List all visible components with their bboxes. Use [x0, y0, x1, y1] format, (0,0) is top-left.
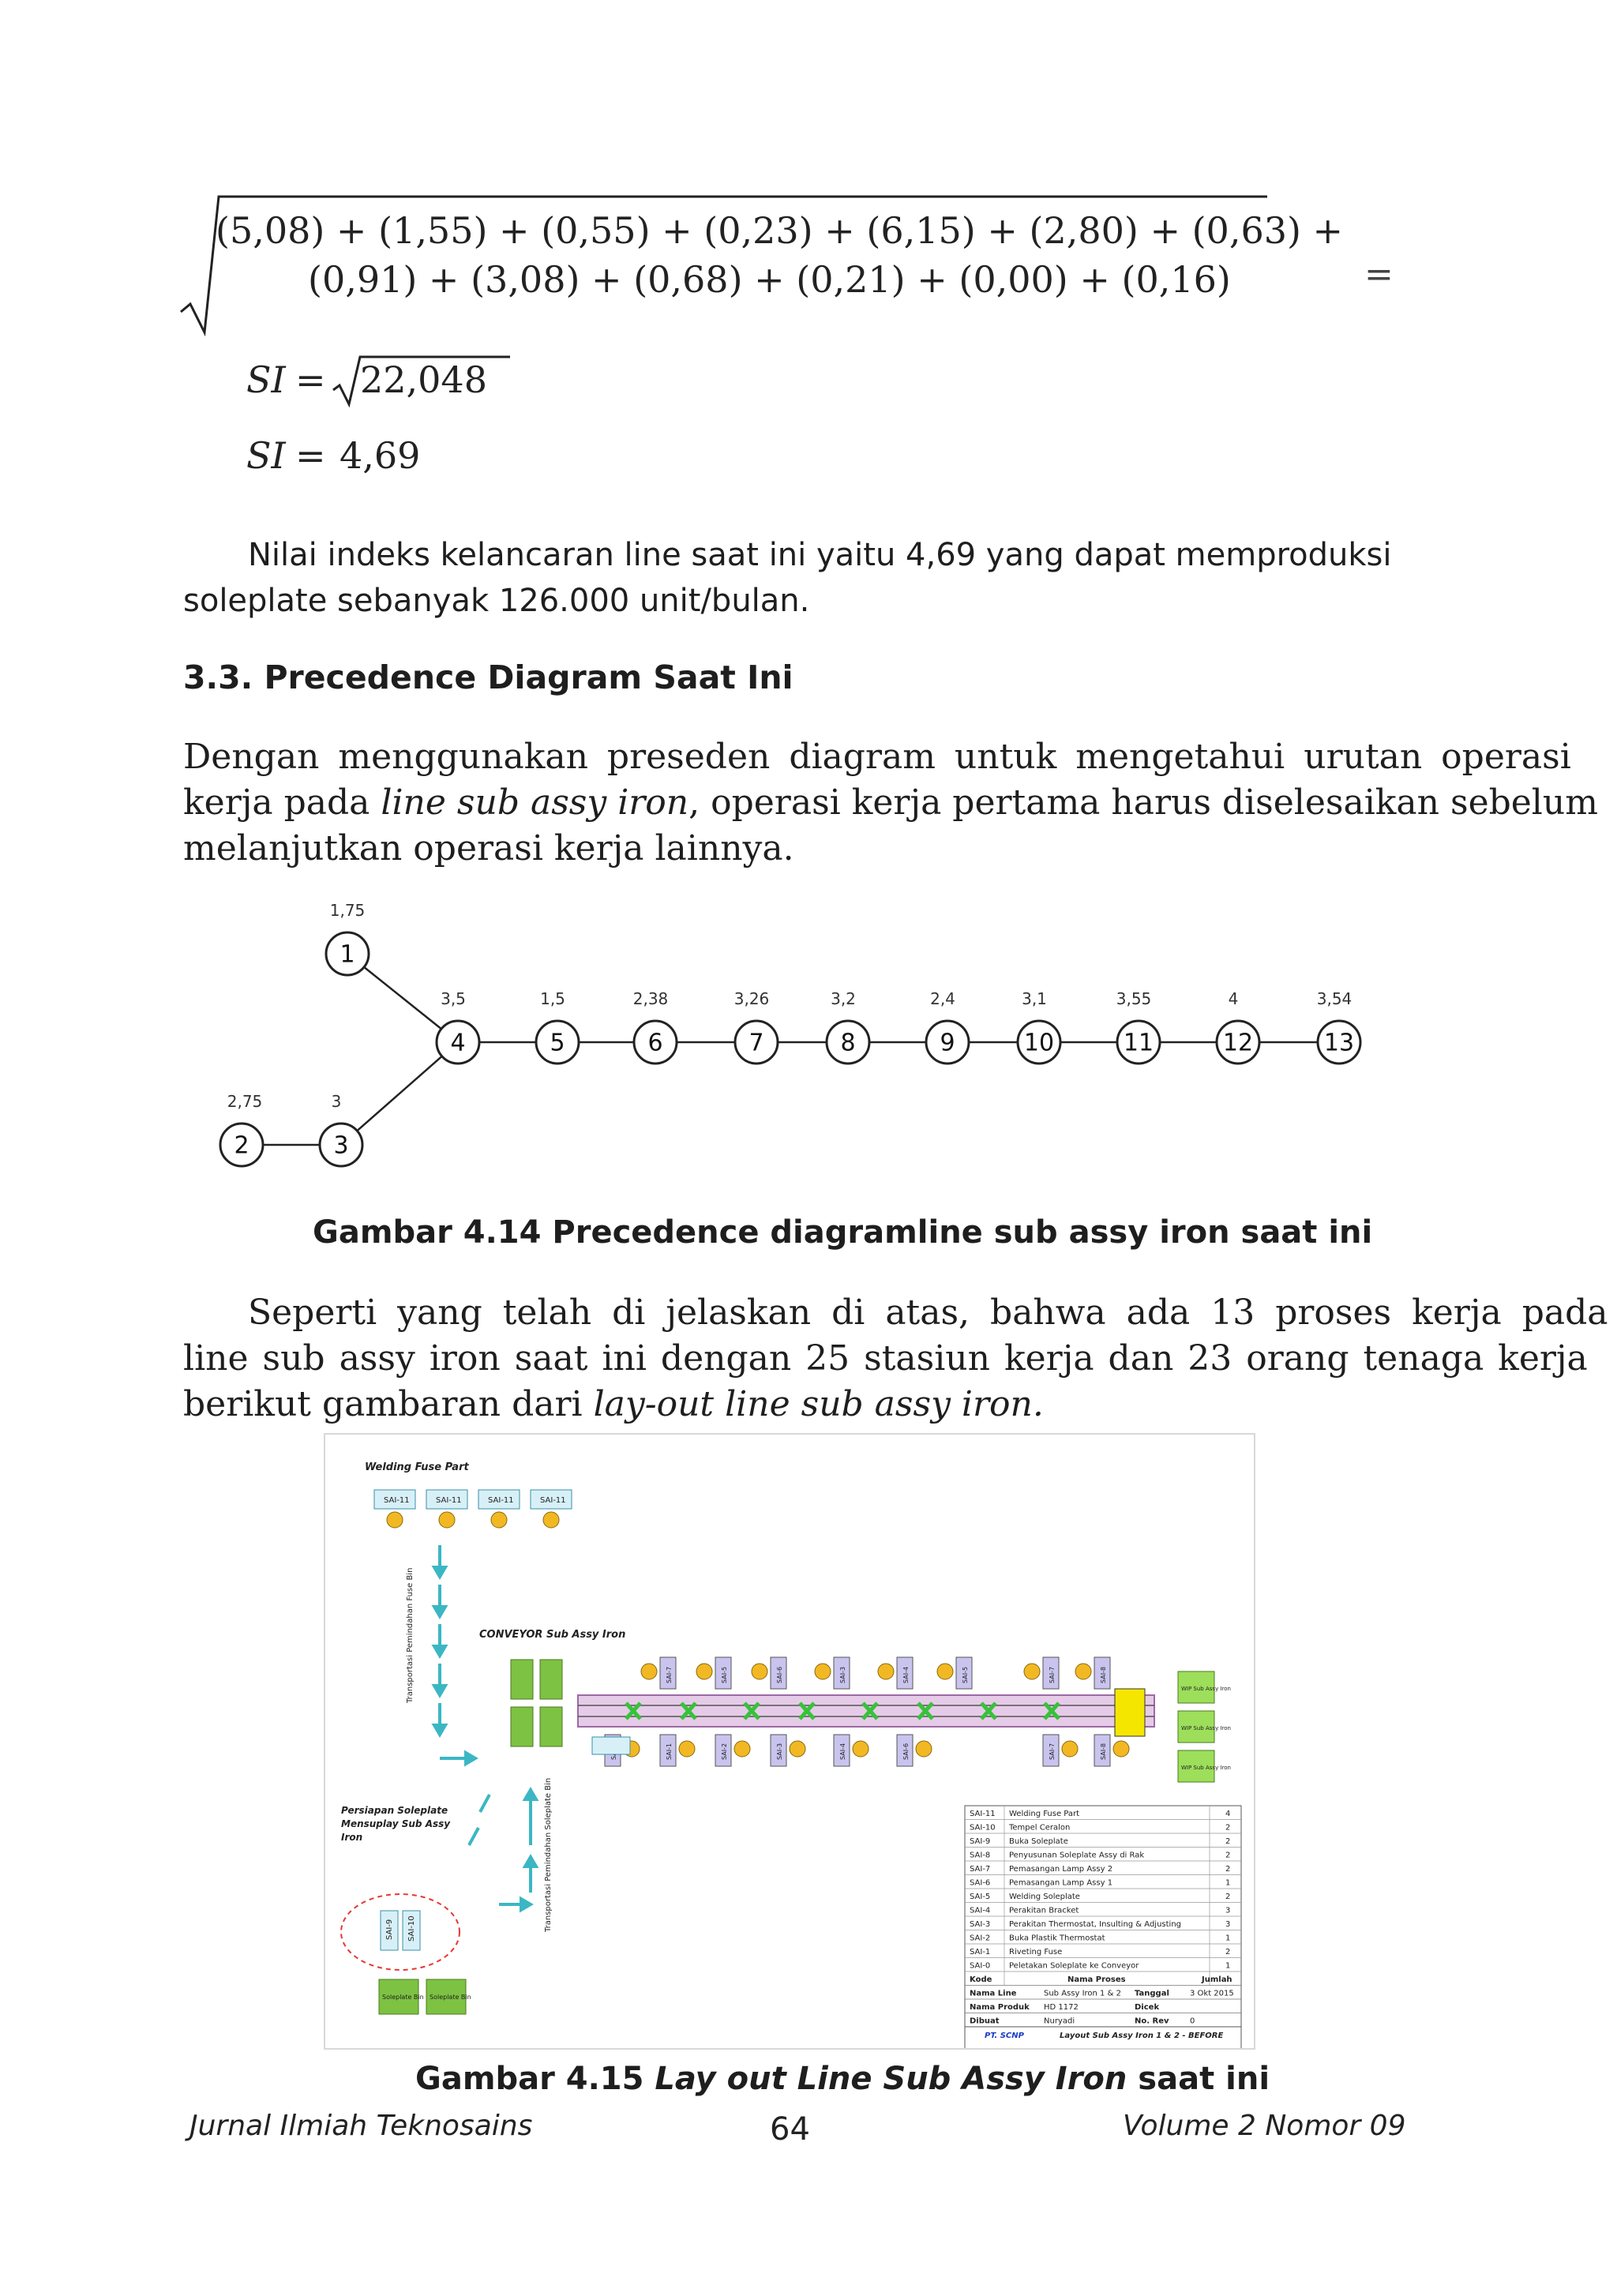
- welding-station-label: SAI-11: [540, 1496, 566, 1505]
- table-name: Perakitan Bracket: [1009, 1906, 1079, 1915]
- table-name: Tempel Ceralon: [1009, 1823, 1071, 1833]
- top-station-label: SAI-8: [1100, 1666, 1107, 1683]
- sai-0-box: [592, 1737, 630, 1754]
- node-9-label: 9: [940, 1029, 955, 1057]
- node-6-time: 2,38: [632, 989, 669, 1008]
- table-header-jumlah: Jumlah: [1202, 1975, 1232, 1984]
- table-name: Welding Soleplate: [1009, 1893, 1080, 1901]
- footer-page-number: 64: [770, 2111, 810, 2148]
- footer-volume: Volume 2 Nomor 09: [1123, 2110, 1406, 2142]
- operator-icon: [734, 1741, 750, 1757]
- operator-icon: [853, 1741, 869, 1757]
- sai-9-10-area: [341, 1894, 460, 1970]
- table-qty: 1: [1225, 1934, 1231, 1943]
- table-name: Buka Soleplate: [1009, 1837, 1068, 1846]
- formula-row-1: (5,08) + (1,55) + (0,55) + (0,23) + (6,15) + (2,80) + (0,63) +: [216, 209, 1344, 252]
- node-13: [1318, 1021, 1360, 1064]
- paragraph-1: [183, 532, 1391, 624]
- paragraph-3-line-1: Seperti yang telah di jelaskan di atas, bahwa ada 13 proses kerja pada: [248, 1292, 1608, 1333]
- paragraph-3-line-3-italic: lay-out line sub assy iron.: [593, 1384, 1044, 1424]
- operator-icon: [543, 1512, 559, 1528]
- persiapan-title-2: Mensuplay Sub Assy: [341, 1818, 451, 1829]
- top-station-label: SAI-5: [962, 1666, 969, 1683]
- bottom-station-label: SAI-4: [839, 1743, 846, 1760]
- table-qty: 2: [1225, 1948, 1231, 1956]
- paragraph-2: [183, 734, 1598, 872]
- node-7: [735, 1021, 778, 1064]
- table-code: SAI-4: [970, 1906, 991, 1915]
- table-name: Perakitan Thermostat, Insulting & Adjusting: [1009, 1920, 1182, 1929]
- wip-label: WIP Sub Assy Iron: [1181, 1725, 1231, 1731]
- table-qty: 2: [1225, 1865, 1231, 1874]
- edge-3-4: [357, 1056, 441, 1131]
- paragraph-2-line-2: [183, 780, 1598, 826]
- soleplate-transport-arrows: [469, 1790, 536, 1910]
- info-value: 0: [1190, 2017, 1195, 2026]
- node-3-time: 3: [331, 1092, 342, 1111]
- si-label: SI: [246, 358, 286, 401]
- table-qty: 3: [1225, 1906, 1231, 1915]
- node-7-label: 7: [748, 1029, 764, 1057]
- node-8-label: 8: [840, 1029, 856, 1057]
- operator-icon: [387, 1512, 403, 1528]
- paragraph-2-line-1: Dengan menggunakan preseden diagram untuk mengetahui urutan operasi: [183, 737, 1571, 777]
- green-bins: [511, 1660, 562, 1746]
- node-6-label: 6: [647, 1029, 663, 1057]
- paragraph-1-line-2: soleplate sebanyak 126.000 unit/bulan.: [183, 583, 810, 619]
- top-station-label: SAI-3: [839, 1666, 846, 1683]
- wip-label: WIP Sub Assy Iron: [1181, 1765, 1231, 1771]
- bottom-station-label: SAI-2: [721, 1743, 728, 1760]
- node-7-time: 3,26: [733, 989, 770, 1008]
- paragraph-1-line-1: Nilai indeks kelancaran line saat ini yaitu 4,69 yang dapat memproduksi: [248, 537, 1392, 573]
- welding-station-label: SAI-11: [488, 1496, 514, 1505]
- bottom-station-label: SAI-6: [902, 1743, 910, 1760]
- table-code: SAI-0: [970, 1961, 991, 1971]
- layout-figure: [324, 1433, 1255, 2050]
- layout-drawing: [325, 1435, 1254, 2048]
- top-stations: [641, 1657, 1110, 1689]
- table-name: Peletakan Soleplate ke Conveyor: [1009, 1961, 1139, 1971]
- node-10-label: 10: [1023, 1029, 1055, 1057]
- info-label: Dicek: [1135, 2003, 1160, 2012]
- node-4-label: 4: [450, 1029, 466, 1057]
- bottom-station-label: SAI-3: [776, 1743, 783, 1760]
- table-name: Buka Plastik Thermostat: [1009, 1934, 1105, 1943]
- info-label: Nama Produk: [970, 2003, 1030, 2012]
- node-12-label: 12: [1222, 1029, 1254, 1057]
- top-station-label: SAI-6: [776, 1666, 783, 1683]
- section-heading: 3.3. Precedence Diagram Saat Ini: [183, 658, 793, 696]
- top-station-label: SAI-4: [902, 1666, 910, 1683]
- table-code: SAI-5: [970, 1893, 991, 1901]
- doc-title: Layout Sub Assy Iron 1 & 2 - BEFORE: [1060, 2032, 1224, 2040]
- node-5-label: 5: [550, 1029, 565, 1057]
- top-station-label: SAI-7: [666, 1666, 673, 1683]
- si-radicand: 22,048: [360, 358, 487, 401]
- node-2-time: 2,75: [227, 1092, 263, 1111]
- table-name: Pemasangan Lamp Assy 1: [1009, 1878, 1113, 1888]
- node-11: [1117, 1021, 1160, 1064]
- paragraph-2-line-2a: kerja pada: [183, 782, 381, 823]
- table-name: Penyusunan Soleplate Assy di Rak: [1009, 1851, 1145, 1860]
- operator-icon: [937, 1664, 953, 1679]
- node-3: [320, 1124, 362, 1166]
- node-3-label: 3: [333, 1131, 349, 1160]
- table-qty: 4: [1225, 1810, 1231, 1818]
- formula-block: [178, 193, 1401, 343]
- table-code: SAI-3: [970, 1920, 991, 1929]
- operator-icon: [790, 1741, 805, 1757]
- bottom-station-label: SAI-8: [1100, 1743, 1107, 1760]
- table-code: SAI-9: [970, 1837, 991, 1846]
- info-label: No. Rev: [1135, 2017, 1169, 2026]
- operator-icon: [491, 1512, 507, 1528]
- wip-area: [1178, 1671, 1231, 1782]
- table-code: SAI-2: [970, 1934, 991, 1943]
- operator-icon: [696, 1664, 712, 1679]
- paragraph-3-line-3: [183, 1382, 1391, 1427]
- caption-2-b: saat ini: [1127, 2061, 1270, 2097]
- footer-journal: Jurnal Ilmiah Teknosains: [189, 2110, 533, 2142]
- operator-icon: [1075, 1664, 1091, 1679]
- transport-soleplate-label: Transportasi Pemindahan Soleplate Bin: [544, 1777, 553, 1932]
- info-value: 3 Okt 2015: [1190, 1989, 1234, 1998]
- node-4-time: 3,5: [441, 989, 466, 1008]
- conveyor-belt: [578, 1695, 1154, 1727]
- operator-icon: [641, 1664, 657, 1679]
- precedence-diagram: [197, 884, 1398, 1169]
- node-10: [1018, 1021, 1060, 1064]
- node-10-time: 3,1: [1022, 989, 1047, 1008]
- paragraph-2-line-2-italic: line sub assy iron: [381, 782, 689, 823]
- fuse-transport-arrows: [434, 1545, 475, 1764]
- operator-icon: [878, 1664, 894, 1679]
- table-qty: 3: [1225, 1920, 1231, 1929]
- node-13-time: 3,54: [1316, 989, 1353, 1008]
- node-5-time: 1,5: [540, 989, 565, 1008]
- conveyor-title: CONVEYOR Sub Assy Iron: [479, 1629, 626, 1641]
- transport-fuse-label: Transportasi Pemindahan Fuse Bin: [406, 1567, 415, 1703]
- info-value: Sub Assy Iron 1 & 2: [1044, 1989, 1121, 1998]
- operator-icon: [916, 1741, 932, 1757]
- node-12-time: 4: [1228, 989, 1239, 1008]
- node-13-label: 13: [1323, 1029, 1355, 1057]
- node-4: [437, 1021, 479, 1064]
- table-code: SAI-7: [970, 1865, 991, 1874]
- info-value: HD 1172: [1044, 2003, 1079, 2012]
- table-name: Riveting Fuse: [1009, 1948, 1063, 1956]
- table-code: SAI-8: [970, 1851, 991, 1860]
- operator-icon: [815, 1664, 831, 1679]
- welding-title: Welding Fuse Part: [365, 1461, 469, 1473]
- figure-caption-4-15: [415, 2061, 1270, 2097]
- si-label-2: SI: [246, 434, 286, 477]
- sai-pair: [381, 1911, 420, 1950]
- caption-2-a: Gambar 4.15: [415, 2061, 655, 2097]
- soleplate-bins: [379, 1979, 471, 2014]
- table-code: SAI-10: [970, 1823, 996, 1833]
- node-2-label: 2: [234, 1131, 249, 1160]
- table-qty: 2: [1225, 1823, 1231, 1833]
- node-6: [634, 1021, 677, 1064]
- table-qty: 1: [1225, 1961, 1231, 1971]
- table-qty: 1: [1225, 1878, 1231, 1888]
- edge-1-4: [364, 967, 441, 1029]
- node-1-time: 1,75: [329, 901, 366, 920]
- operator-icon: [752, 1664, 767, 1679]
- paragraph-3-line-3a: berikut gambaran dari: [183, 1384, 594, 1424]
- top-station-label: SAI-7: [1049, 1666, 1056, 1683]
- node-2: [220, 1124, 263, 1166]
- table-qty: 2: [1225, 1837, 1231, 1846]
- wip-label: WIP Sub Assy Iron: [1181, 1686, 1231, 1692]
- paragraph-3-line-2: line sub assy iron saat ini dengan 25 stasiun kerja dan 23 orang tenaga kerja: [183, 1338, 1588, 1379]
- sai-10-label: SAI-10: [407, 1915, 416, 1941]
- table-header-nama: Nama Proses: [1067, 1975, 1126, 1984]
- node-5: [536, 1021, 579, 1064]
- bottom-station-label: SAI-1: [666, 1743, 673, 1760]
- node-12: [1217, 1021, 1259, 1064]
- formula-equals: =: [1364, 254, 1394, 295]
- node-9-time: 2,4: [930, 989, 955, 1008]
- table-code: SAI-1: [970, 1948, 991, 1956]
- operator-icon: [1062, 1741, 1078, 1757]
- si-eq-2: =: [295, 434, 326, 477]
- si-line-1: [246, 354, 562, 409]
- operator-icon: [1024, 1664, 1040, 1679]
- info-label: Nama Line: [970, 1989, 1017, 1998]
- process-table: [965, 1806, 1241, 2048]
- table-code: SAI-6: [970, 1878, 991, 1888]
- node-1: [326, 932, 369, 975]
- node-9: [926, 1021, 969, 1064]
- welding-stations: [374, 1490, 572, 1528]
- info-label: Dibuat: [970, 2017, 1000, 2026]
- table-name: Welding Fuse Part: [1009, 1810, 1080, 1818]
- table-header-kode: Kode: [970, 1975, 992, 1984]
- bottom-station-label: SAI-7: [1049, 1743, 1056, 1760]
- company-name: PT. SCNP: [985, 2032, 1024, 2040]
- formula-row-2: (0,91) + (3,08) + (0,68) + (0,21) + (0,00) + (0,16): [308, 258, 1231, 301]
- bottom-stations: [605, 1735, 1129, 1766]
- operator-icon: [1113, 1741, 1129, 1757]
- top-station-label: SAI-5: [721, 1666, 728, 1683]
- node-1-label: 1: [340, 940, 355, 969]
- sai-9-label: SAI-9: [385, 1919, 394, 1940]
- node-11-time: 3,55: [1116, 989, 1152, 1008]
- info-label: Tanggal: [1135, 1989, 1169, 1998]
- info-value: Nuryadi: [1044, 2017, 1075, 2026]
- operator-icon: [679, 1741, 695, 1757]
- node-11-label: 11: [1123, 1029, 1154, 1057]
- soleplate-bin-2: Soleplate Bin: [430, 1994, 471, 2001]
- table-qty: 2: [1225, 1893, 1231, 1901]
- soleplate-bin-1: Soleplate Bin: [382, 1994, 424, 2001]
- si-result: 4,69: [340, 434, 421, 477]
- yellow-machine: [1115, 1689, 1145, 1736]
- figure-caption-4-14: Gambar 4.14 Precedence diagramline sub assy iron saat ini: [313, 1214, 1373, 1251]
- node-8-time: 3,2: [831, 989, 856, 1008]
- persiapan-title-1: Persiapan Soleplate: [341, 1805, 448, 1816]
- table-qty: 2: [1225, 1851, 1231, 1860]
- caption-2-italic: Lay out Line Sub Assy Iron: [655, 2061, 1127, 2097]
- paragraph-2-line-2b: , operasi kerja pertama harus diselesaikan sebelum: [688, 782, 1598, 823]
- welding-station-label: SAI-11: [436, 1496, 462, 1505]
- table-code: SAI-11: [970, 1810, 996, 1818]
- paragraph-3: [183, 1290, 1608, 1427]
- paragraph-2-line-3: melanjutkan operasi kerja lainnya.: [183, 828, 794, 869]
- welding-station-label: SAI-11: [384, 1496, 410, 1505]
- node-8: [827, 1021, 869, 1064]
- si-eq: =: [295, 358, 326, 401]
- persiapan-title-3: Iron: [341, 1832, 363, 1843]
- si-line-2: [246, 434, 562, 482]
- operator-icon: [439, 1512, 455, 1528]
- table-name: Pemasangan Lamp Assy 2: [1009, 1865, 1113, 1874]
